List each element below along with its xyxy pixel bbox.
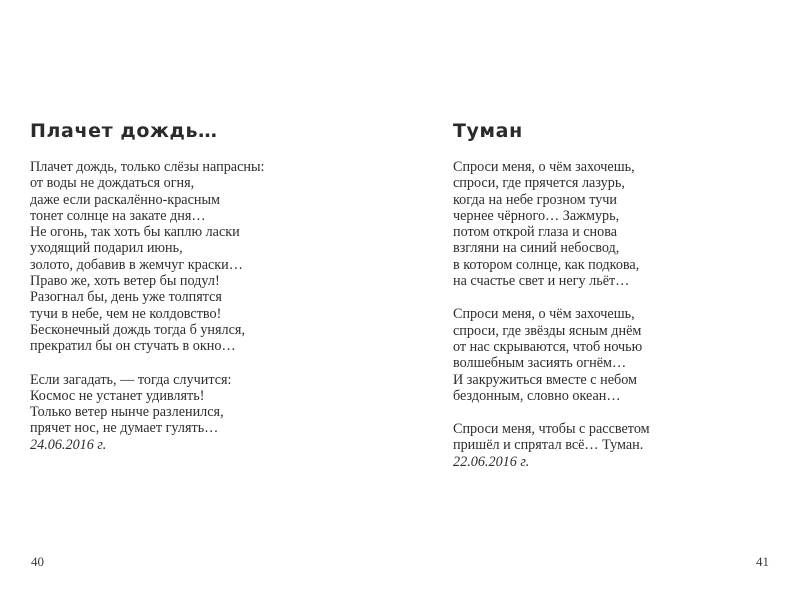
poem-line: Не огонь, так хоть бы каплю ласки [30, 224, 240, 241]
poem-line: потом открой глаза и снова [453, 224, 618, 241]
poem-line: когда на небе грозном тучи [453, 191, 618, 208]
stanza [453, 306, 773, 404]
poem-line: взгляни на синий небосвод, [453, 240, 620, 257]
poem-line: золото, добавив в жемчуг краски… [30, 256, 243, 273]
poem-line: Только ветер нынче разленился, [30, 404, 224, 421]
poem-line: И закружиться вместе с небом [453, 371, 638, 388]
poem-line: от нас скрываются, чтоб ночью [453, 338, 643, 355]
poem-line: Право же, хоть ветер бы подул! [30, 273, 220, 290]
poem-line: прячет нос, не думает гулять… [30, 420, 219, 437]
poem-line: Плачет дождь, только слёзы напрасны: [30, 159, 265, 175]
poem-line: чернее чёрного… Зажмурь, [453, 207, 620, 224]
poem-line: в котором солнце, как подкова, [453, 256, 640, 273]
poem-line: Бесконечный дождь тогда б унялся, [30, 321, 245, 338]
poem-plachet-dozhd [30, 118, 370, 453]
stanza [453, 421, 773, 470]
poem-title: Туман [453, 120, 523, 142]
page-number: 40 [31, 554, 44, 569]
poem-line: спроси, где прячется лазурь, [453, 175, 625, 192]
poem-line: тучи в небе, чем не колдовство! [30, 305, 222, 322]
page-number: 41 [756, 554, 769, 569]
poem-line: даже если раскалённо-красным [30, 191, 220, 208]
stanza [30, 159, 370, 355]
poem-line: Спроси меня, о чём захочешь, [453, 306, 635, 323]
poem-line: от воды не дождаться огня, [30, 175, 195, 192]
right-page [400, 0, 800, 599]
poem-line: Спроси меня, о чём захочешь, [453, 159, 635, 175]
poem-line: бездонным, словно океан… [453, 387, 621, 404]
poem-line: Спроси меня, чтобы с рассветом [453, 421, 650, 438]
poem-title: Плачет дождь… [30, 120, 218, 142]
poem-line: Если загадать, — тогда случится: [30, 371, 232, 388]
stanza [453, 159, 773, 289]
poem-line: спроси, где звёзды ясным днём [453, 322, 642, 339]
poem-line: пришёл и спрятал всё… Туман. [453, 437, 644, 454]
poem-date: 22.06.2016 г. [453, 453, 530, 470]
poem-line: тонет солнце на закате дня… [30, 207, 206, 224]
poem-line: на счастье свет и негу льёт… [453, 273, 630, 290]
poem-line: волшебным засиять огнём… [453, 355, 627, 372]
poem-line: Разогнал бы, день уже толпятся [30, 289, 222, 306]
poem-tuman [453, 118, 773, 470]
poem-line: прекратил бы он стучать в окно… [30, 338, 236, 355]
poem-line: уходящий подарил июнь, [30, 240, 183, 257]
poem-line: Космос не устанет удивлять! [30, 387, 205, 404]
poem-date: 24.06.2016 г. [30, 436, 107, 453]
stanza [30, 372, 370, 453]
